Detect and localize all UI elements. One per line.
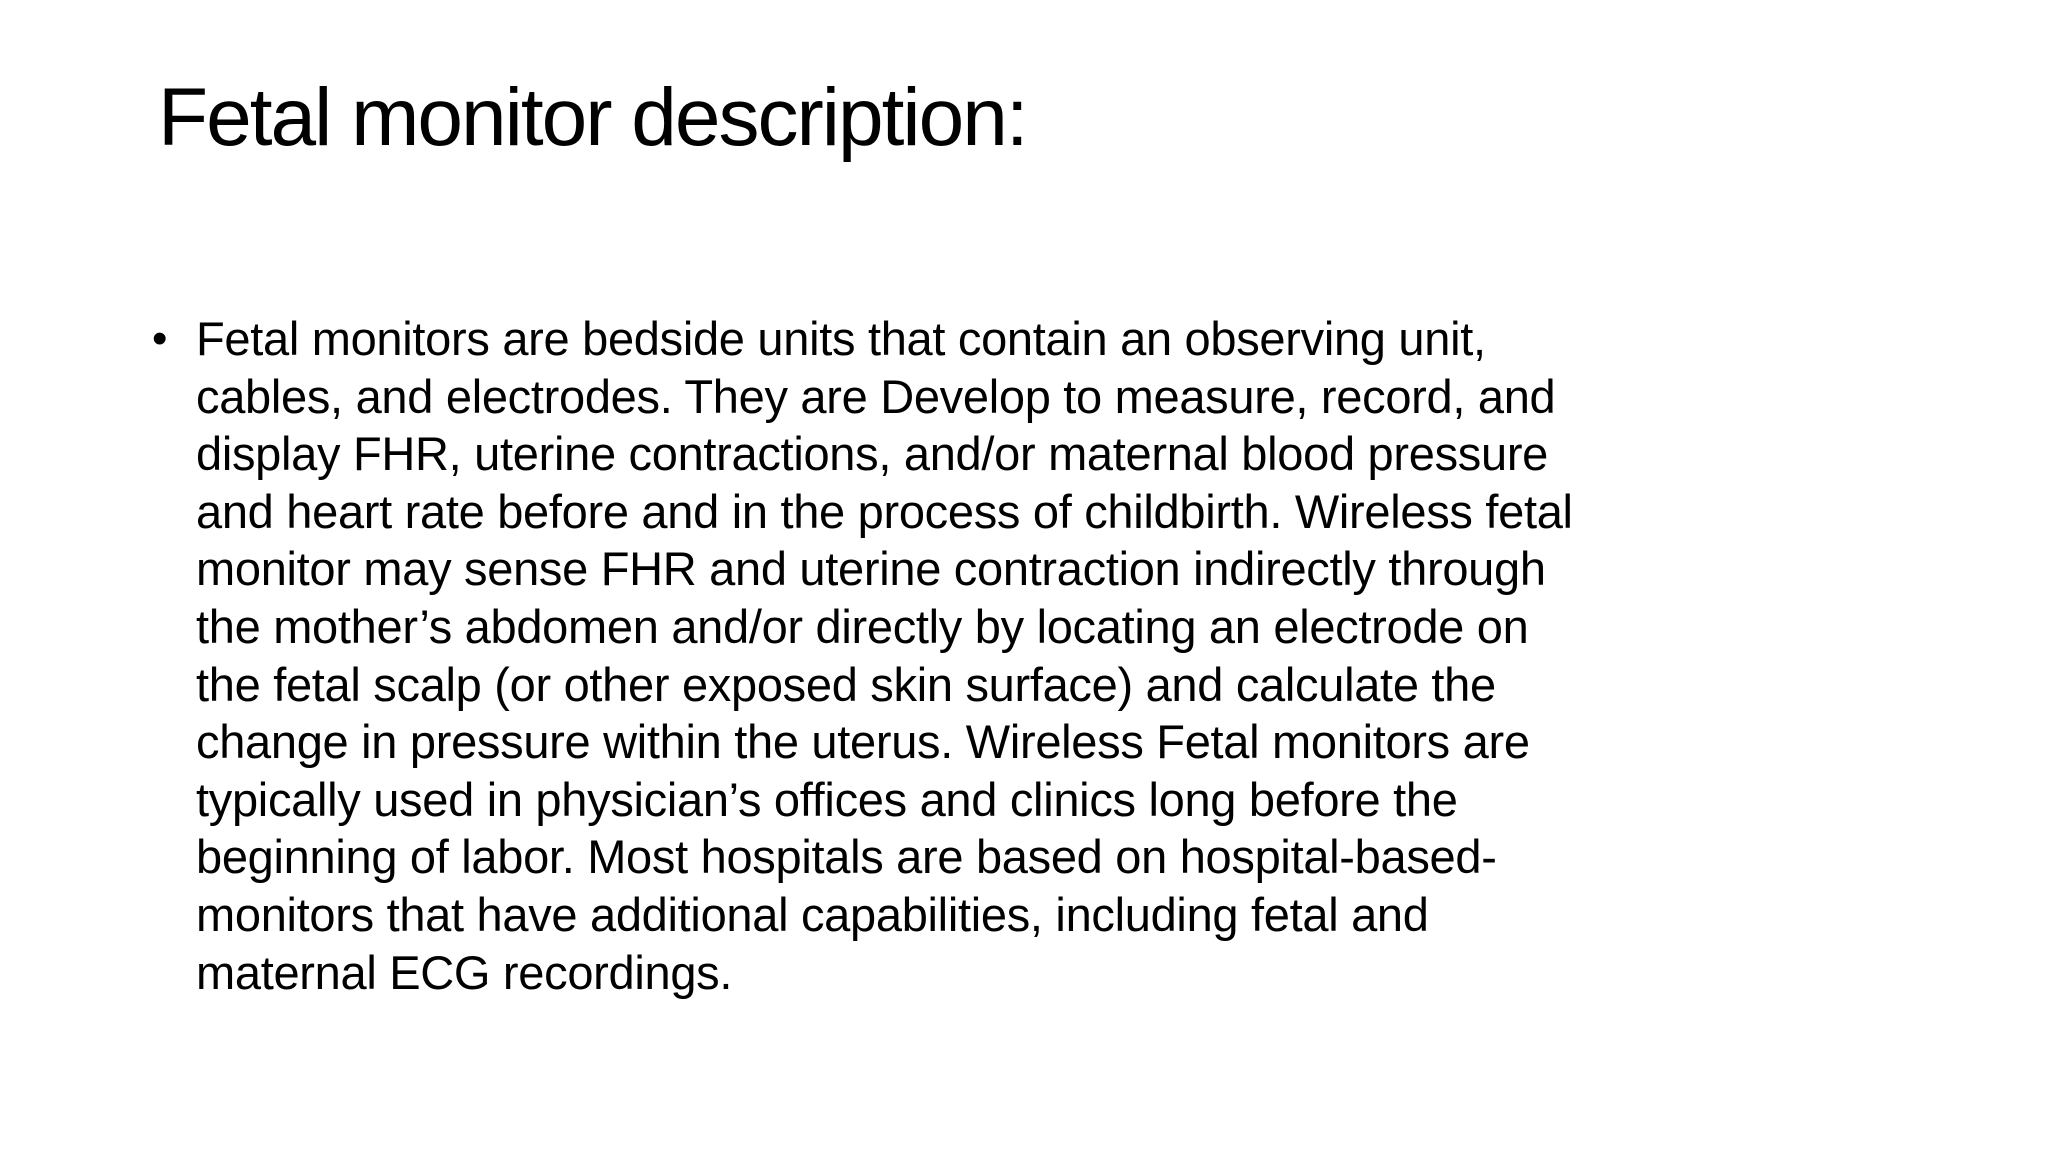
- bullet-text-line: monitors that have additional capabilities, including fetal and: [196, 887, 1429, 941]
- bullet-text-line: display FHR, uterine contractions, and/or maternal blood pressure: [196, 427, 1549, 481]
- bullet-text-line: monitor may sense FHR and uterine contraction indirectly through: [196, 542, 1546, 596]
- bullet-item: [152, 310, 1912, 1001]
- bullet-text-line: beginning of labor. Most hospitals are based on hospital-based-: [196, 830, 1497, 884]
- bullet-text-line: the fetal scalp (or other exposed skin surface) and calculate the: [196, 657, 1496, 711]
- bullet-text-line: typically used in physician’s offices and clinics long before the: [196, 772, 1458, 826]
- bullet-text-line: the mother’s abdomen and/or directly by locating an electrode on: [196, 599, 1529, 653]
- bullet-text-line: Fetal monitors are bedside units that contain an observing unit,: [196, 312, 1486, 365]
- bullet-list: [152, 310, 1912, 1001]
- bullet-text-line: change in pressure within the uterus. Wireless Fetal monitors are: [196, 715, 1530, 769]
- bullet-text-line: cables, and electrodes. They are Develop to measure, record, and: [196, 369, 1556, 423]
- bullet-text: [196, 310, 1912, 1001]
- bullet-marker: •: [152, 314, 168, 363]
- slide-title: Fetal monitor description:: [158, 72, 1027, 163]
- bullet-text-line: maternal ECG recordings.: [196, 945, 733, 999]
- bullet-text-line: and heart rate before and in the process of childbirth. Wireless fetal: [196, 484, 1573, 538]
